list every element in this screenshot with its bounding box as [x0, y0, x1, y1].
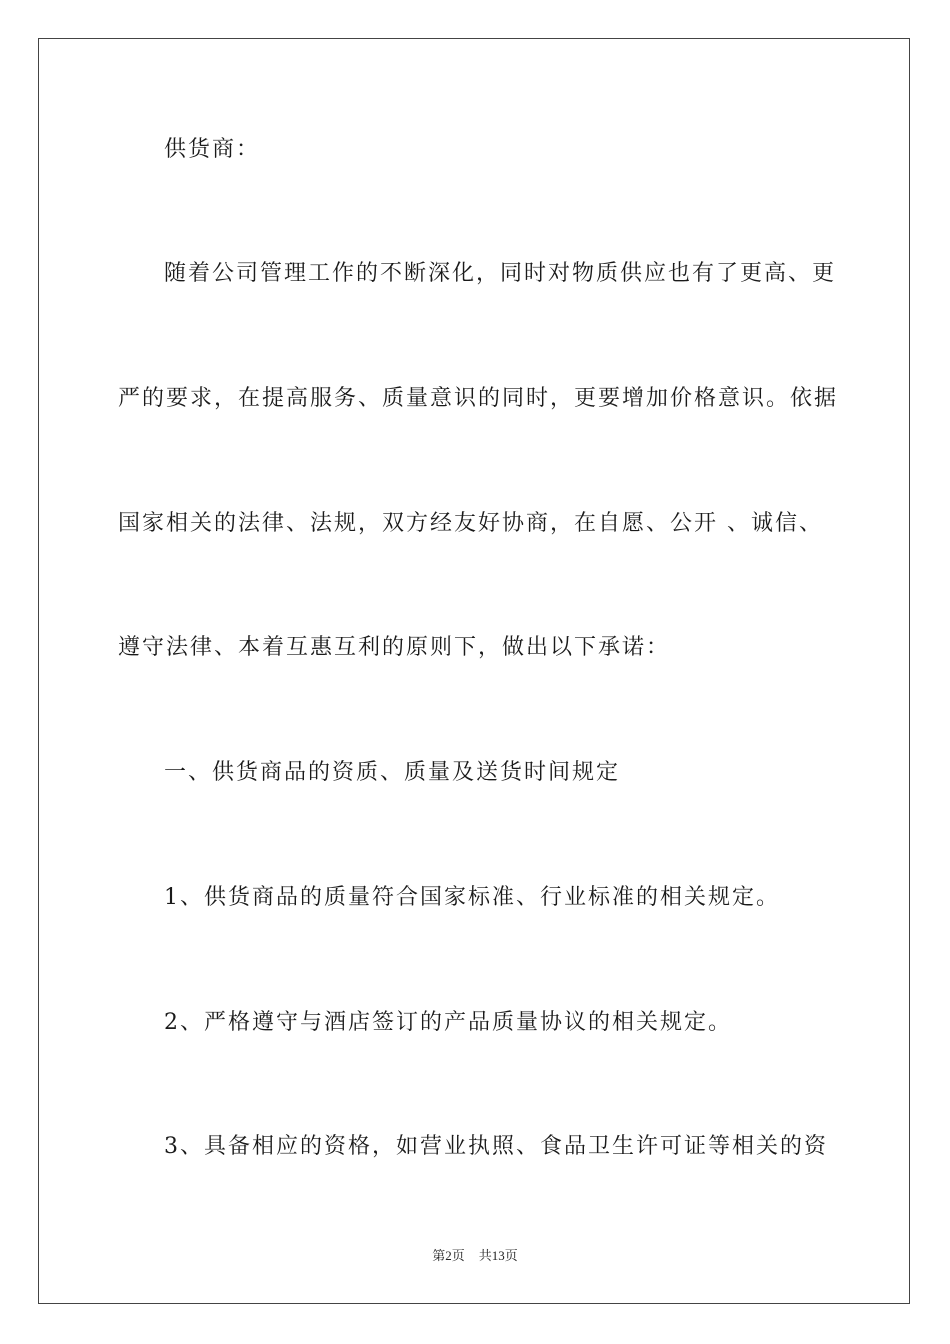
page-footer: [0, 1247, 950, 1265]
list-item: 1、供货商品的质量符合国家标准、行业标准的相关规定。: [164, 885, 780, 910]
paragraph-line: 随着公司管理工作的不断深化，同时对物质供应也有了更高、更: [164, 261, 837, 286]
list-item: 2、严格遵守与酒店签订的产品质量协议的相关规定。: [164, 1010, 732, 1035]
page-frame: [38, 38, 910, 1304]
section-heading: 一、供货商品的资质、质量及送货时间规定: [164, 760, 621, 785]
paragraph-line: 遵守法律、本着互惠互利的原则下，做出以下承诺：: [118, 635, 671, 660]
paragraph-line: 严的要求，在提高服务、质量意识的同时，更要增加价格意识。依据: [118, 386, 839, 411]
list-item: 3、具备相应的资格，如营业执照、食品卫生许可证等相关的资: [164, 1134, 828, 1159]
total-pages: 共13页: [478, 1248, 518, 1263]
salutation: 供货商：: [164, 137, 261, 162]
page-number: 第2页: [432, 1248, 465, 1263]
paragraph-line: 国家相关的法律、法规，双方经友好协商，在自愿、公开 、诚信、: [118, 511, 823, 536]
